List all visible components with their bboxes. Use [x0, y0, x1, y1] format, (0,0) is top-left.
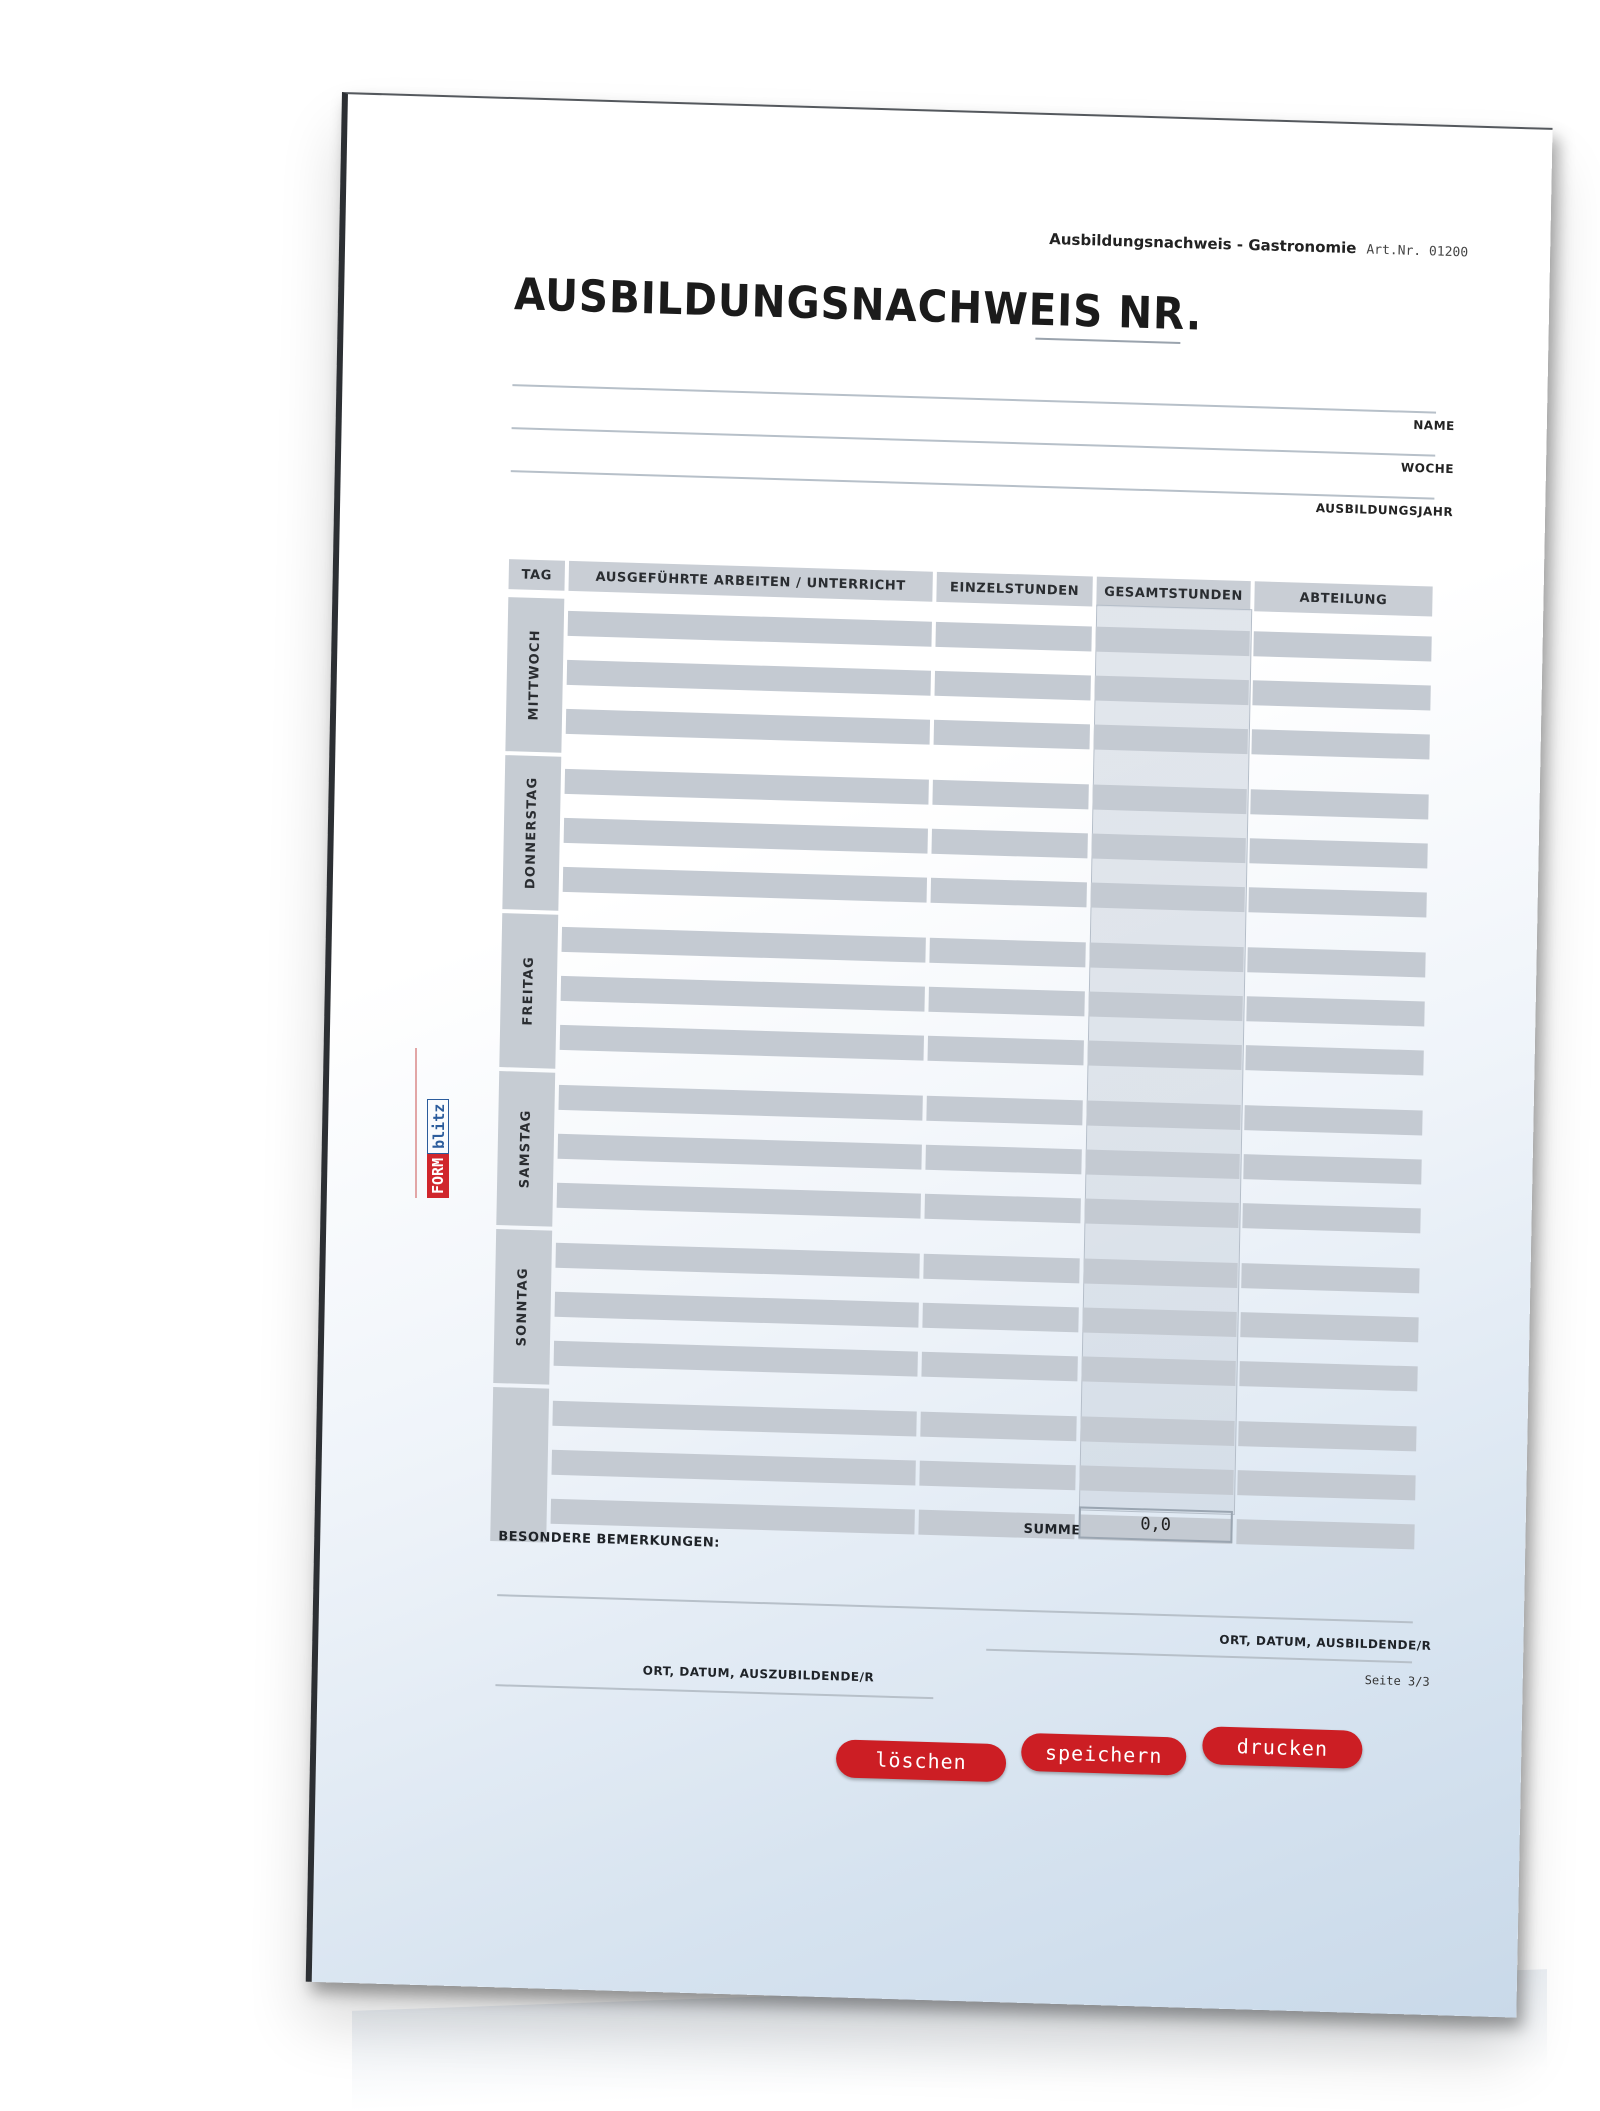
- einzelstunden-cell[interactable]: [934, 720, 1090, 750]
- gesamtstunden-cell[interactable]: [1084, 1198, 1238, 1228]
- article-number: Art.Nr. 01200: [1366, 242, 1469, 261]
- abteilung-cell[interactable]: [1245, 1045, 1423, 1075]
- signature-line-trainee[interactable]: [495, 1684, 933, 1699]
- day-block: [502, 755, 561, 911]
- arbeiten-cell[interactable]: [560, 1025, 924, 1061]
- abteilung-cell[interactable]: [1251, 729, 1429, 759]
- arbeiten-cell[interactable]: [555, 1292, 919, 1328]
- arbeiten-cell[interactable]: [555, 1243, 919, 1279]
- einzelstunden-cell[interactable]: [935, 622, 1091, 652]
- print-button[interactable]: drucken: [1202, 1726, 1363, 1769]
- arbeiten-cell[interactable]: [562, 927, 926, 963]
- einzelstunden-cell[interactable]: [928, 987, 1084, 1017]
- arbeiten-cell[interactable]: [559, 1085, 923, 1121]
- abteilung-cell[interactable]: [1243, 1154, 1421, 1184]
- gesamtstunden-cell[interactable]: [1080, 1416, 1234, 1446]
- einzelstunden-cell[interactable]: [929, 938, 1085, 968]
- abteilung-cell[interactable]: [1250, 789, 1428, 819]
- name-field-line[interactable]: [512, 384, 1436, 413]
- save-button[interactable]: speichern: [1021, 1733, 1187, 1776]
- einzelstunden-cell[interactable]: [926, 1096, 1082, 1126]
- summe-value: 0,0: [1078, 1506, 1233, 1543]
- signature-line-trainer[interactable]: [986, 1649, 1412, 1664]
- einzelstunden-cell[interactable]: [928, 1036, 1084, 1066]
- day-label: FREITAG: [520, 955, 537, 1026]
- column-header-einzelstunden: EINZELSTUNDEN: [936, 572, 1093, 607]
- einzelstunden-cell[interactable]: [931, 878, 1087, 908]
- document-page: [306, 92, 1553, 2018]
- day-block: [505, 597, 564, 753]
- einzelstunden-cell[interactable]: [925, 1145, 1081, 1175]
- gesamtstunden-cell[interactable]: [1094, 676, 1248, 706]
- column-header-abteilung: ABTEILUNG: [1254, 581, 1433, 616]
- arbeiten-cell[interactable]: [566, 709, 930, 745]
- einzelstunden-cell[interactable]: [932, 780, 1088, 810]
- arbeiten-cell[interactable]: [551, 1450, 915, 1486]
- arbeiten-cell[interactable]: [561, 976, 925, 1012]
- day-block: [490, 1387, 549, 1543]
- arbeiten-cell[interactable]: [552, 1401, 916, 1437]
- gesamtstunden-cell[interactable]: [1092, 785, 1246, 815]
- abteilung-cell[interactable]: [1236, 1519, 1414, 1549]
- abteilung-cell[interactable]: [1244, 1105, 1422, 1135]
- day-label: SAMSTAG: [517, 1109, 534, 1189]
- gesamtstunden-cell[interactable]: [1089, 943, 1243, 973]
- ausbildungsjahr-field-line[interactable]: [511, 470, 1435, 499]
- einzelstunden-cell[interactable]: [923, 1254, 1079, 1284]
- formblitz-logo: [415, 1048, 448, 1198]
- weekly-table: [509, 559, 1433, 1539]
- gesamtstunden-cell[interactable]: [1090, 883, 1244, 913]
- gesamtstunden-cell[interactable]: [1083, 1258, 1237, 1288]
- abteilung-cell[interactable]: [1252, 680, 1430, 710]
- gesamtstunden-cell[interactable]: [1091, 834, 1245, 864]
- abteilung-cell[interactable]: [1239, 1361, 1417, 1391]
- day-label: SONNTAG: [514, 1267, 531, 1347]
- arbeiten-cell[interactable]: [568, 611, 932, 647]
- signature-label-trainer: ORT, DATUM, AUSBILDENDE/R: [1219, 1632, 1432, 1653]
- logo-blitz-text: blitz: [427, 1099, 449, 1154]
- logo-text: [427, 1099, 449, 1198]
- day-label: DONNERSTAG: [523, 776, 541, 890]
- summe-label: SUMME: [1023, 1521, 1081, 1539]
- einzelstunden-cell[interactable]: [921, 1352, 1077, 1382]
- einzelstunden-cell[interactable]: [924, 1194, 1080, 1224]
- abteilung-cell[interactable]: [1247, 947, 1425, 977]
- abteilung-cell[interactable]: [1246, 996, 1424, 1026]
- gesamtstunden-cell[interactable]: [1086, 1100, 1240, 1130]
- arbeiten-cell[interactable]: [557, 1183, 921, 1219]
- day-block: [493, 1229, 552, 1385]
- einzelstunden-cell[interactable]: [935, 671, 1091, 701]
- page-title: AUSBILDUNGSNACHWEIS NR.: [513, 269, 1203, 341]
- abteilung-cell[interactable]: [1241, 1263, 1419, 1293]
- abteilung-cell[interactable]: [1237, 1470, 1415, 1500]
- abteilung-cell[interactable]: [1238, 1421, 1416, 1451]
- abteilung-cell[interactable]: [1240, 1312, 1418, 1342]
- day-block: [499, 913, 558, 1069]
- logo-form-text: FORM: [427, 1154, 449, 1198]
- gesamtstunden-cell[interactable]: [1082, 1307, 1236, 1337]
- woche-label: WOCHE: [1400, 460, 1455, 477]
- woche-field-line[interactable]: [512, 427, 1436, 456]
- gesamtstunden-cell[interactable]: [1087, 1040, 1241, 1070]
- arbeiten-cell[interactable]: [554, 1341, 918, 1377]
- arbeiten-cell[interactable]: [551, 1499, 915, 1535]
- arbeiten-cell[interactable]: [564, 818, 928, 854]
- delete-button[interactable]: löschen: [836, 1739, 1007, 1782]
- abteilung-cell[interactable]: [1253, 631, 1431, 661]
- day-label: MITTWOCH: [526, 629, 544, 721]
- abteilung-cell[interactable]: [1248, 887, 1426, 917]
- gesamtstunden-cell[interactable]: [1079, 1465, 1233, 1495]
- einzelstunden-cell[interactable]: [931, 829, 1087, 859]
- einzelstunden-cell[interactable]: [919, 1461, 1075, 1491]
- abteilung-cell[interactable]: [1249, 838, 1427, 868]
- column-header-tag: TAG: [508, 559, 565, 591]
- column-header-gesamtstunden: GESAMTSTUNDEN: [1096, 577, 1251, 612]
- arbeiten-cell[interactable]: [567, 660, 931, 696]
- einzelstunden-cell[interactable]: [922, 1303, 1078, 1333]
- document-header-title: Ausbildungsnachweis - Gastronomie: [1049, 230, 1357, 258]
- column-header-arbeiten: AUSGEFÜHRTE ARBEITEN / UNTERRICHT: [568, 561, 932, 602]
- ausbildungsjahr-label: AUSBILDUNGSJAHR: [1315, 501, 1454, 520]
- gesamtstunden-cell[interactable]: [1088, 992, 1242, 1022]
- logo-bar: [415, 1048, 417, 1198]
- arbeiten-cell[interactable]: [558, 1134, 922, 1170]
- gesamtstunden-cell[interactable]: [1095, 627, 1249, 657]
- gesamtstunden-cell[interactable]: [1081, 1356, 1235, 1386]
- day-block: [496, 1071, 555, 1227]
- gesamtstunden-cell[interactable]: [1094, 725, 1248, 755]
- arbeiten-cell[interactable]: [565, 769, 929, 805]
- signature-label-trainee: ORT, DATUM, AUSZUBILDENDE/R: [642, 1663, 875, 1685]
- remarks-line[interactable]: [497, 1594, 1413, 1623]
- abteilung-cell[interactable]: [1242, 1203, 1420, 1233]
- name-label: NAME: [1413, 417, 1455, 434]
- gesamtstunden-cell[interactable]: [1085, 1149, 1239, 1179]
- arbeiten-cell[interactable]: [563, 867, 927, 903]
- document-header: [1049, 230, 1468, 260]
- einzelstunden-cell[interactable]: [920, 1412, 1076, 1442]
- page-number: Seite 3/3: [1364, 1672, 1430, 1689]
- remarks-label: BESONDERE BEMERKUNGEN:: [498, 1529, 721, 1551]
